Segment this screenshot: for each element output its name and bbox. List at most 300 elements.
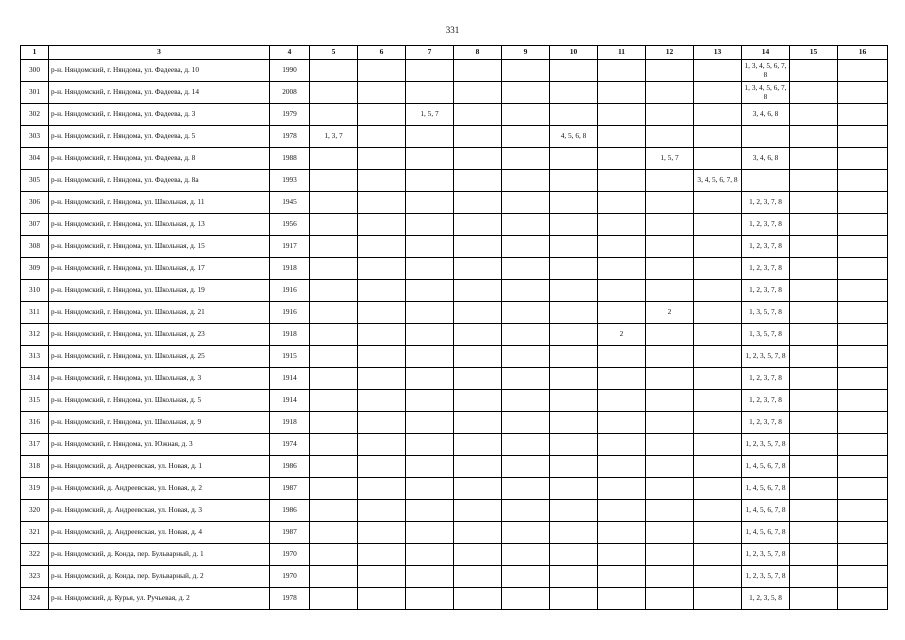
- year-cell: 1993: [270, 170, 310, 192]
- col16-cell: [838, 214, 888, 236]
- col16-cell: [838, 412, 888, 434]
- col6-cell: [358, 214, 406, 236]
- col8-cell: [454, 588, 502, 610]
- col10-cell: [550, 412, 598, 434]
- col12-cell: [646, 82, 694, 104]
- col11-cell: [598, 302, 646, 324]
- table-row: [21, 588, 888, 610]
- col14-cell: 1, 4, 5, 6, 7, 8: [742, 500, 790, 522]
- col16-cell: [838, 588, 888, 610]
- col13-cell: [694, 214, 742, 236]
- col5-cell: [310, 60, 358, 82]
- col10-cell: [550, 280, 598, 302]
- col12-cell: [646, 456, 694, 478]
- col6-cell: [358, 258, 406, 280]
- row-number: 315: [21, 390, 49, 412]
- col13-cell: [694, 236, 742, 258]
- row-number: 322: [21, 544, 49, 566]
- col9-cell: [502, 324, 550, 346]
- col10-cell: [550, 522, 598, 544]
- year-cell: 1974: [270, 434, 310, 456]
- col7-cell: [406, 500, 454, 522]
- table-row: [21, 214, 888, 236]
- col12-cell: [646, 126, 694, 148]
- col11-cell: [598, 500, 646, 522]
- col10-cell: [550, 214, 598, 236]
- row-number: 308: [21, 236, 49, 258]
- col14-cell: 1, 2, 3, 7, 8: [742, 214, 790, 236]
- col16-cell: [838, 280, 888, 302]
- col13-cell: [694, 192, 742, 214]
- col6-cell: [358, 478, 406, 500]
- col9-cell: [502, 82, 550, 104]
- col5-cell: [310, 478, 358, 500]
- year-cell: 1986: [270, 456, 310, 478]
- col11-cell: [598, 390, 646, 412]
- row-number: 314: [21, 368, 49, 390]
- col8-cell: [454, 258, 502, 280]
- col12-cell: [646, 566, 694, 588]
- col9-cell: [502, 280, 550, 302]
- col16-cell: [838, 368, 888, 390]
- col7-cell: [406, 192, 454, 214]
- table-row: [21, 170, 888, 192]
- col11-cell: [598, 280, 646, 302]
- col14-cell: 1, 2, 3, 5, 7, 8: [742, 434, 790, 456]
- col12-cell: [646, 544, 694, 566]
- col12-cell: [646, 500, 694, 522]
- col15-cell: [790, 104, 838, 126]
- col16-cell: [838, 522, 888, 544]
- row-number: 303: [21, 126, 49, 148]
- col10-cell: [550, 500, 598, 522]
- column-header: 7: [406, 46, 454, 60]
- table-row: [21, 500, 888, 522]
- col5-cell: [310, 390, 358, 412]
- col13-cell: [694, 82, 742, 104]
- row-number: 302: [21, 104, 49, 126]
- col7-cell: [406, 588, 454, 610]
- col7-cell: [406, 258, 454, 280]
- col8-cell: [454, 280, 502, 302]
- row-number: 304: [21, 148, 49, 170]
- col16-cell: [838, 346, 888, 368]
- col10-cell: [550, 390, 598, 412]
- year-cell: 1970: [270, 566, 310, 588]
- col7-cell: [406, 346, 454, 368]
- col13-cell: [694, 280, 742, 302]
- col11-cell: [598, 214, 646, 236]
- address-cell: р-н. Няндомский, д. Андреевская, ул. Новая, д. 2: [49, 478, 270, 500]
- col15-cell: [790, 258, 838, 280]
- col12-cell: [646, 258, 694, 280]
- col7-cell: [406, 478, 454, 500]
- col8-cell: [454, 368, 502, 390]
- col9-cell: [502, 434, 550, 456]
- table-row: [21, 236, 888, 258]
- col12-cell: [646, 236, 694, 258]
- col16-cell: [838, 170, 888, 192]
- col9-cell: [502, 60, 550, 82]
- row-number: 318: [21, 456, 49, 478]
- col13-cell: [694, 566, 742, 588]
- col9-cell: [502, 412, 550, 434]
- column-header: 12: [646, 46, 694, 60]
- row-number: 307: [21, 214, 49, 236]
- year-cell: 1918: [270, 412, 310, 434]
- col9-cell: [502, 588, 550, 610]
- row-number: 321: [21, 522, 49, 544]
- col7-cell: [406, 368, 454, 390]
- col6-cell: [358, 126, 406, 148]
- col10-cell: [550, 346, 598, 368]
- col10-cell: [550, 456, 598, 478]
- column-header: 13: [694, 46, 742, 60]
- col5-cell: [310, 82, 358, 104]
- col5-cell: [310, 368, 358, 390]
- col6-cell: [358, 302, 406, 324]
- address-cell: р-н. Няндомский, д. Курья, ул. Ручьевая, д. 2: [49, 588, 270, 610]
- table-row: [21, 280, 888, 302]
- col16-cell: [838, 126, 888, 148]
- col15-cell: [790, 412, 838, 434]
- col15-cell: [790, 434, 838, 456]
- col14-cell: 1, 2, 3, 7, 8: [742, 368, 790, 390]
- col12-cell: [646, 412, 694, 434]
- col6-cell: [358, 104, 406, 126]
- col8-cell: [454, 170, 502, 192]
- col7-cell: [406, 60, 454, 82]
- col9-cell: [502, 500, 550, 522]
- col13-cell: [694, 544, 742, 566]
- col10-cell: [550, 104, 598, 126]
- address-cell: р-н. Няндомский, г. Няндома, ул. Фадеева, д. 8: [49, 148, 270, 170]
- col5-cell: 1, 3, 7: [310, 126, 358, 148]
- row-number: 301: [21, 82, 49, 104]
- col14-cell: 1, 3, 5, 7, 8: [742, 302, 790, 324]
- col16-cell: [838, 82, 888, 104]
- col10-cell: [550, 434, 598, 456]
- col5-cell: [310, 346, 358, 368]
- col10-cell: [550, 192, 598, 214]
- address-cell: р-н. Няндомский, г. Няндома, ул. Школьная, д. 5: [49, 390, 270, 412]
- table-row: [21, 566, 888, 588]
- table-row: [21, 192, 888, 214]
- col6-cell: [358, 456, 406, 478]
- table-row: [21, 104, 888, 126]
- year-cell: 1978: [270, 588, 310, 610]
- col7-cell: [406, 170, 454, 192]
- col7-cell: [406, 280, 454, 302]
- col11-cell: [598, 346, 646, 368]
- column-header: 8: [454, 46, 502, 60]
- address-cell: р-н. Няндомский, г. Няндома, ул. Школьная, д. 19: [49, 280, 270, 302]
- address-cell: р-н. Няндомский, г. Няндома, ул. Южная, д. 3: [49, 434, 270, 456]
- table-row: [21, 544, 888, 566]
- col6-cell: [358, 324, 406, 346]
- col7-cell: [406, 214, 454, 236]
- col11-cell: [598, 60, 646, 82]
- col6-cell: [358, 500, 406, 522]
- col12-cell: 1, 5, 7: [646, 148, 694, 170]
- col6-cell: [358, 434, 406, 456]
- col5-cell: [310, 500, 358, 522]
- column-header: 6: [358, 46, 406, 60]
- year-cell: 1945: [270, 192, 310, 214]
- table-row: [21, 390, 888, 412]
- col16-cell: [838, 258, 888, 280]
- col13-cell: [694, 368, 742, 390]
- col12-cell: [646, 60, 694, 82]
- table-row: [21, 302, 888, 324]
- col5-cell: [310, 544, 358, 566]
- col6-cell: [358, 588, 406, 610]
- col7-cell: [406, 302, 454, 324]
- col7-cell: [406, 456, 454, 478]
- col16-cell: [838, 192, 888, 214]
- year-cell: 1979: [270, 104, 310, 126]
- col16-cell: [838, 60, 888, 82]
- col13-cell: [694, 126, 742, 148]
- year-cell: 1956: [270, 214, 310, 236]
- col9-cell: [502, 456, 550, 478]
- address-cell: р-н. Няндомский, г. Няндома, ул. Школьная, д. 13: [49, 214, 270, 236]
- col9-cell: [502, 258, 550, 280]
- col11-cell: [598, 434, 646, 456]
- col14-cell: 1, 2, 3, 5, 7, 8: [742, 544, 790, 566]
- row-number: 317: [21, 434, 49, 456]
- col8-cell: [454, 214, 502, 236]
- col5-cell: [310, 456, 358, 478]
- col14-cell: 1, 4, 5, 6, 7, 8: [742, 456, 790, 478]
- col11-cell: [598, 170, 646, 192]
- address-cell: р-н. Няндомский, г. Няндома, ул. Школьная, д. 23: [49, 324, 270, 346]
- col7-cell: [406, 544, 454, 566]
- col12-cell: [646, 478, 694, 500]
- col6-cell: [358, 412, 406, 434]
- address-cell: р-н. Няндомский, г. Няндома, ул. Фадеева, д. 14: [49, 82, 270, 104]
- col16-cell: [838, 236, 888, 258]
- col5-cell: [310, 258, 358, 280]
- table-row: [21, 346, 888, 368]
- col16-cell: [838, 500, 888, 522]
- col9-cell: [502, 478, 550, 500]
- col6-cell: [358, 280, 406, 302]
- table-row: [21, 434, 888, 456]
- row-number: 316: [21, 412, 49, 434]
- col16-cell: [838, 456, 888, 478]
- col13-cell: [694, 588, 742, 610]
- col15-cell: [790, 566, 838, 588]
- col15-cell: [790, 456, 838, 478]
- header-row: [21, 46, 888, 60]
- col5-cell: [310, 236, 358, 258]
- col13-cell: [694, 412, 742, 434]
- col13-cell: [694, 478, 742, 500]
- address-cell: р-н. Няндомский, г. Няндома, ул. Школьная, д. 21: [49, 302, 270, 324]
- col15-cell: [790, 368, 838, 390]
- year-cell: 1918: [270, 324, 310, 346]
- col12-cell: [646, 280, 694, 302]
- col6-cell: [358, 82, 406, 104]
- col11-cell: 2: [598, 324, 646, 346]
- address-cell: р-н. Няндомский, д. Андреевская, ул. Новая, д. 4: [49, 522, 270, 544]
- col6-cell: [358, 236, 406, 258]
- col7-cell: [406, 434, 454, 456]
- col15-cell: [790, 82, 838, 104]
- col9-cell: [502, 522, 550, 544]
- col16-cell: [838, 104, 888, 126]
- col8-cell: [454, 456, 502, 478]
- col12-cell: 2: [646, 302, 694, 324]
- col13-cell: [694, 258, 742, 280]
- col11-cell: [598, 258, 646, 280]
- col5-cell: [310, 170, 358, 192]
- table-row: [21, 148, 888, 170]
- address-cell: р-н. Няндомский, г. Няндома, ул. Школьная, д. 15: [49, 236, 270, 258]
- col11-cell: [598, 588, 646, 610]
- col5-cell: [310, 434, 358, 456]
- col9-cell: [502, 566, 550, 588]
- column-header: 9: [502, 46, 550, 60]
- col10-cell: [550, 588, 598, 610]
- col10-cell: [550, 258, 598, 280]
- year-cell: 1914: [270, 368, 310, 390]
- address-cell: р-н. Няндомский, г. Няндома, ул. Школьная, д. 25: [49, 346, 270, 368]
- col16-cell: [838, 544, 888, 566]
- year-cell: 1916: [270, 302, 310, 324]
- col9-cell: [502, 104, 550, 126]
- col5-cell: [310, 324, 358, 346]
- col8-cell: [454, 478, 502, 500]
- col10-cell: [550, 170, 598, 192]
- col6-cell: [358, 522, 406, 544]
- col12-cell: [646, 346, 694, 368]
- col12-cell: [646, 588, 694, 610]
- year-cell: 1917: [270, 236, 310, 258]
- column-header: 1: [21, 46, 49, 60]
- year-cell: 1986: [270, 500, 310, 522]
- column-header: 4: [270, 46, 310, 60]
- col15-cell: [790, 478, 838, 500]
- col12-cell: [646, 192, 694, 214]
- row-number: 309: [21, 258, 49, 280]
- col12-cell: [646, 522, 694, 544]
- address-cell: р-н. Няндомский, г. Няндома, ул. Школьная, д. 9: [49, 412, 270, 434]
- col13-cell: [694, 148, 742, 170]
- col7-cell: [406, 324, 454, 346]
- col5-cell: [310, 588, 358, 610]
- col5-cell: [310, 412, 358, 434]
- col9-cell: [502, 346, 550, 368]
- address-cell: р-н. Няндомский, д. Конда, пер. Бульварный, д. 2: [49, 566, 270, 588]
- col10-cell: [550, 236, 598, 258]
- col9-cell: [502, 236, 550, 258]
- col7-cell: [406, 82, 454, 104]
- col8-cell: [454, 544, 502, 566]
- year-cell: 1918: [270, 258, 310, 280]
- col8-cell: [454, 82, 502, 104]
- col9-cell: [502, 302, 550, 324]
- col8-cell: [454, 500, 502, 522]
- col10-cell: [550, 544, 598, 566]
- col7-cell: [406, 236, 454, 258]
- table-row: [21, 324, 888, 346]
- col14-cell: 1, 2, 3, 7, 8: [742, 192, 790, 214]
- col12-cell: [646, 170, 694, 192]
- col11-cell: [598, 566, 646, 588]
- col9-cell: [502, 192, 550, 214]
- col6-cell: [358, 60, 406, 82]
- col6-cell: [358, 148, 406, 170]
- col11-cell: [598, 368, 646, 390]
- col14-cell: 1, 2, 3, 7, 8: [742, 390, 790, 412]
- col11-cell: [598, 522, 646, 544]
- col13-cell: [694, 346, 742, 368]
- address-cell: р-н. Няндомский, д. Конда, пер. Бульварный, д. 1: [49, 544, 270, 566]
- col6-cell: [358, 346, 406, 368]
- table-row: [21, 522, 888, 544]
- col12-cell: [646, 324, 694, 346]
- year-cell: 1987: [270, 522, 310, 544]
- col15-cell: [790, 280, 838, 302]
- col16-cell: [838, 478, 888, 500]
- col14-cell: 1, 2, 3, 5, 8: [742, 588, 790, 610]
- col6-cell: [358, 368, 406, 390]
- row-number: 313: [21, 346, 49, 368]
- col12-cell: [646, 390, 694, 412]
- col9-cell: [502, 390, 550, 412]
- column-header: 11: [598, 46, 646, 60]
- col5-cell: [310, 522, 358, 544]
- col14-cell: 1, 2, 3, 7, 8: [742, 236, 790, 258]
- col9-cell: [502, 170, 550, 192]
- col15-cell: [790, 588, 838, 610]
- col14-cell: [742, 126, 790, 148]
- col13-cell: [694, 60, 742, 82]
- col16-cell: [838, 434, 888, 456]
- col15-cell: [790, 544, 838, 566]
- col14-cell: 1, 3, 5, 7, 8: [742, 324, 790, 346]
- address-cell: р-н. Няндомский, г. Няндома, ул. Фадеева, д. 3: [49, 104, 270, 126]
- col15-cell: [790, 346, 838, 368]
- col12-cell: [646, 214, 694, 236]
- year-cell: 1988: [270, 148, 310, 170]
- col7-cell: [406, 412, 454, 434]
- col10-cell: [550, 566, 598, 588]
- year-cell: 2008: [270, 82, 310, 104]
- row-number: 320: [21, 500, 49, 522]
- col5-cell: [310, 302, 358, 324]
- col13-cell: [694, 522, 742, 544]
- table-row: [21, 456, 888, 478]
- col16-cell: [838, 148, 888, 170]
- column-header: 10: [550, 46, 598, 60]
- table-row: [21, 126, 888, 148]
- row-number: 305: [21, 170, 49, 192]
- col13-cell: [694, 104, 742, 126]
- col14-cell: 3, 4, 6, 8: [742, 104, 790, 126]
- row-number: 310: [21, 280, 49, 302]
- col10-cell: [550, 368, 598, 390]
- col5-cell: [310, 148, 358, 170]
- col8-cell: [454, 346, 502, 368]
- table-row: [21, 478, 888, 500]
- col13-cell: [694, 324, 742, 346]
- col15-cell: [790, 214, 838, 236]
- column-header: 3: [49, 46, 270, 60]
- row-number: 312: [21, 324, 49, 346]
